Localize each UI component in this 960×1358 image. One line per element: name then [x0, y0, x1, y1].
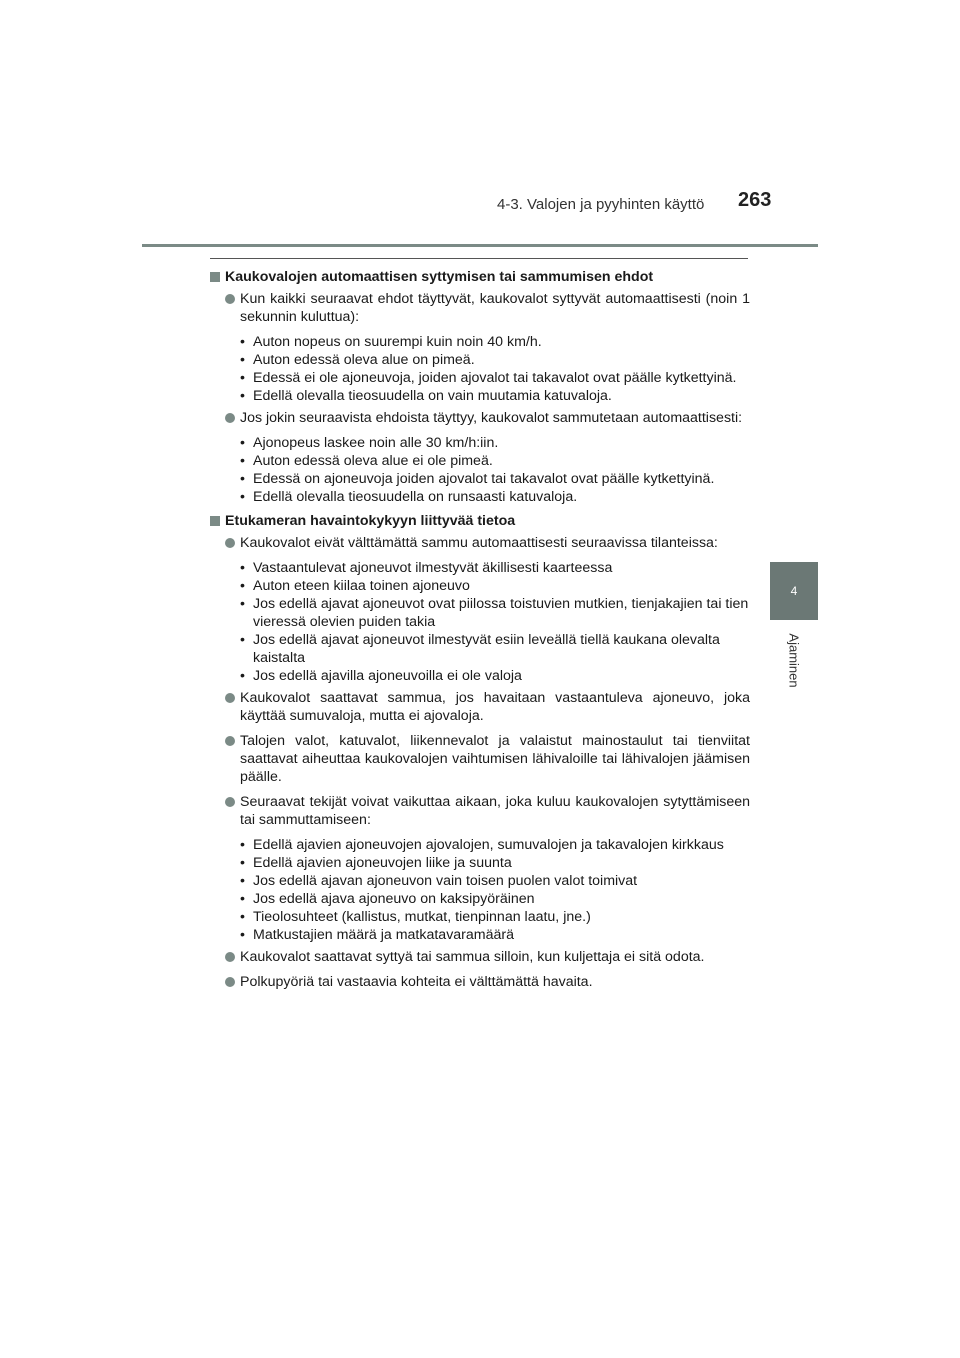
sub-list: [210, 559, 750, 685]
list-item: • Jos edellä ajavilla ajoneuvoilla ei ole valoja: [210, 667, 750, 685]
circle-bullet-icon: [225, 413, 235, 423]
list-item: • Edessä ei ole ajoneuvoja, joiden ajovalot tai takavalot ovat päälle kytkettyinä.: [210, 369, 750, 387]
circle-bullet-icon: [225, 693, 235, 703]
circle-bullet-icon: [225, 294, 235, 304]
bullet-paragraph: Jos jokin seuraavista ehdoista täyttyy, kaukovalot sammutetaan automaattisesti:: [210, 409, 750, 427]
bullet-paragraph: Kaukovalot eivät välttämättä sammu automaattisesti seuraavissa tilanteissa:: [210, 534, 750, 552]
list-item: • Jos edellä ajavat ajoneuvot ilmestyvät esiin leveällä tiellä kaukana olevalta kaistalta: [210, 631, 750, 667]
chapter-tab: [770, 562, 818, 620]
list-item: • Auton edessä oleva alue ei ole pimeä.: [210, 452, 750, 470]
list-item: • Edellä olevalla tieosuudella on runsaasti katuvaloja.: [210, 488, 750, 506]
header-divider: [142, 244, 818, 247]
list-item: • Edellä ajavien ajoneuvojen ajovalojen, sumuvalojen ja takavalojen kirkkaus: [210, 836, 750, 854]
section-heading: Kaukovalojen automaattisen syttymisen tai sammumisen ehdot: [210, 268, 750, 286]
list-item: • Edellä olevalla tieosuudella on vain muutamia katuvaloja.: [210, 387, 750, 405]
sub-list: [210, 333, 750, 405]
circle-bullet-icon: [225, 538, 235, 548]
sub-list: [210, 434, 750, 506]
list-item: • Auton nopeus on suurempi kuin noin 40 km/h.: [210, 333, 750, 351]
bullet-paragraph: Seuraavat tekijät voivat vaikuttaa aikaan, joka kuluu kaukovalojen sytyttämiseen tai sammuttamiseen:: [210, 793, 750, 829]
square-bullet-icon: [210, 516, 220, 526]
list-item: • Matkustajien määrä ja matkatavaramäärä: [210, 926, 750, 944]
chapter-label: Ajaminen: [786, 632, 802, 688]
list-item: • Jos edellä ajavan ajoneuvon vain toisen puolen valot toimivat: [210, 872, 750, 890]
list-item: • Ajonopeus laskee noin alle 30 km/h:iin.: [210, 434, 750, 452]
circle-bullet-icon: [225, 736, 235, 746]
chapter-label-container: [768, 630, 820, 690]
list-item: • Tieolosuhteet (kallistus, mutkat, tienpinnan laatu, jne.): [210, 908, 750, 926]
list-item: • Jos edellä ajavat ajoneuvot ovat piilossa toistuvien mutkien, tienjakajien tai tien vieressä olevien puiden takia: [210, 595, 750, 631]
list-item: • Edessä on ajoneuvoja joiden ajovalot tai takavalot ovat päälle kytkettyinä.: [210, 470, 750, 488]
list-item: • Auton eteen kiilaa toinen ajoneuvo: [210, 577, 750, 595]
bullet-paragraph: Talojen valot, katuvalot, liikennevalot ja valaistut mainostaulut tai tienviitat saattavat aiheuttaa kaukovalojen vaihtumisen lähivaloille tai lähivalojen jäämisen päälle.: [210, 732, 750, 786]
bullet-paragraph: Polkupyöriä tai vastaavia kohteita ei välttämättä havaita.: [210, 973, 750, 991]
circle-bullet-icon: [225, 952, 235, 962]
content-divider: [210, 258, 748, 259]
page-content: [210, 268, 750, 998]
header-section-title: 4-3. Valojen ja pyyhinten käyttö: [497, 196, 705, 213]
square-bullet-icon: [210, 272, 220, 282]
list-item: • Edellä ajavien ajoneuvojen liike ja suunta: [210, 854, 750, 872]
sub-list: [210, 836, 750, 944]
list-item: • Vastaantulevat ajoneuvot ilmestyvät äkillisesti kaarteessa: [210, 559, 750, 577]
list-item: • Jos edellä ajava ajoneuvo on kaksipyöräinen: [210, 890, 750, 908]
bullet-paragraph: Kaukovalot saattavat syttyä tai sammua silloin, kun kuljettaja ei sitä odota.: [210, 948, 750, 966]
bullet-paragraph: Kaukovalot saattavat sammua, jos havaitaan vastaantuleva ajoneuvo, joka käyttää sumuvaloja, mutta ei ajovaloja.: [210, 689, 750, 725]
section-heading: Etukameran havaintokykyyn liittyvää tietoa: [210, 512, 750, 530]
circle-bullet-icon: [225, 797, 235, 807]
page-number: 263: [738, 189, 772, 211]
list-item: • Auton edessä oleva alue on pimeä.: [210, 351, 750, 369]
chapter-number: 4: [790, 584, 798, 598]
bullet-paragraph: Kun kaikki seuraavat ehdot täyttyvät, kaukovalot syttyvät automaattisesti (noin 1 sekunnin kuluttua):: [210, 290, 750, 326]
circle-bullet-icon: [225, 977, 235, 987]
